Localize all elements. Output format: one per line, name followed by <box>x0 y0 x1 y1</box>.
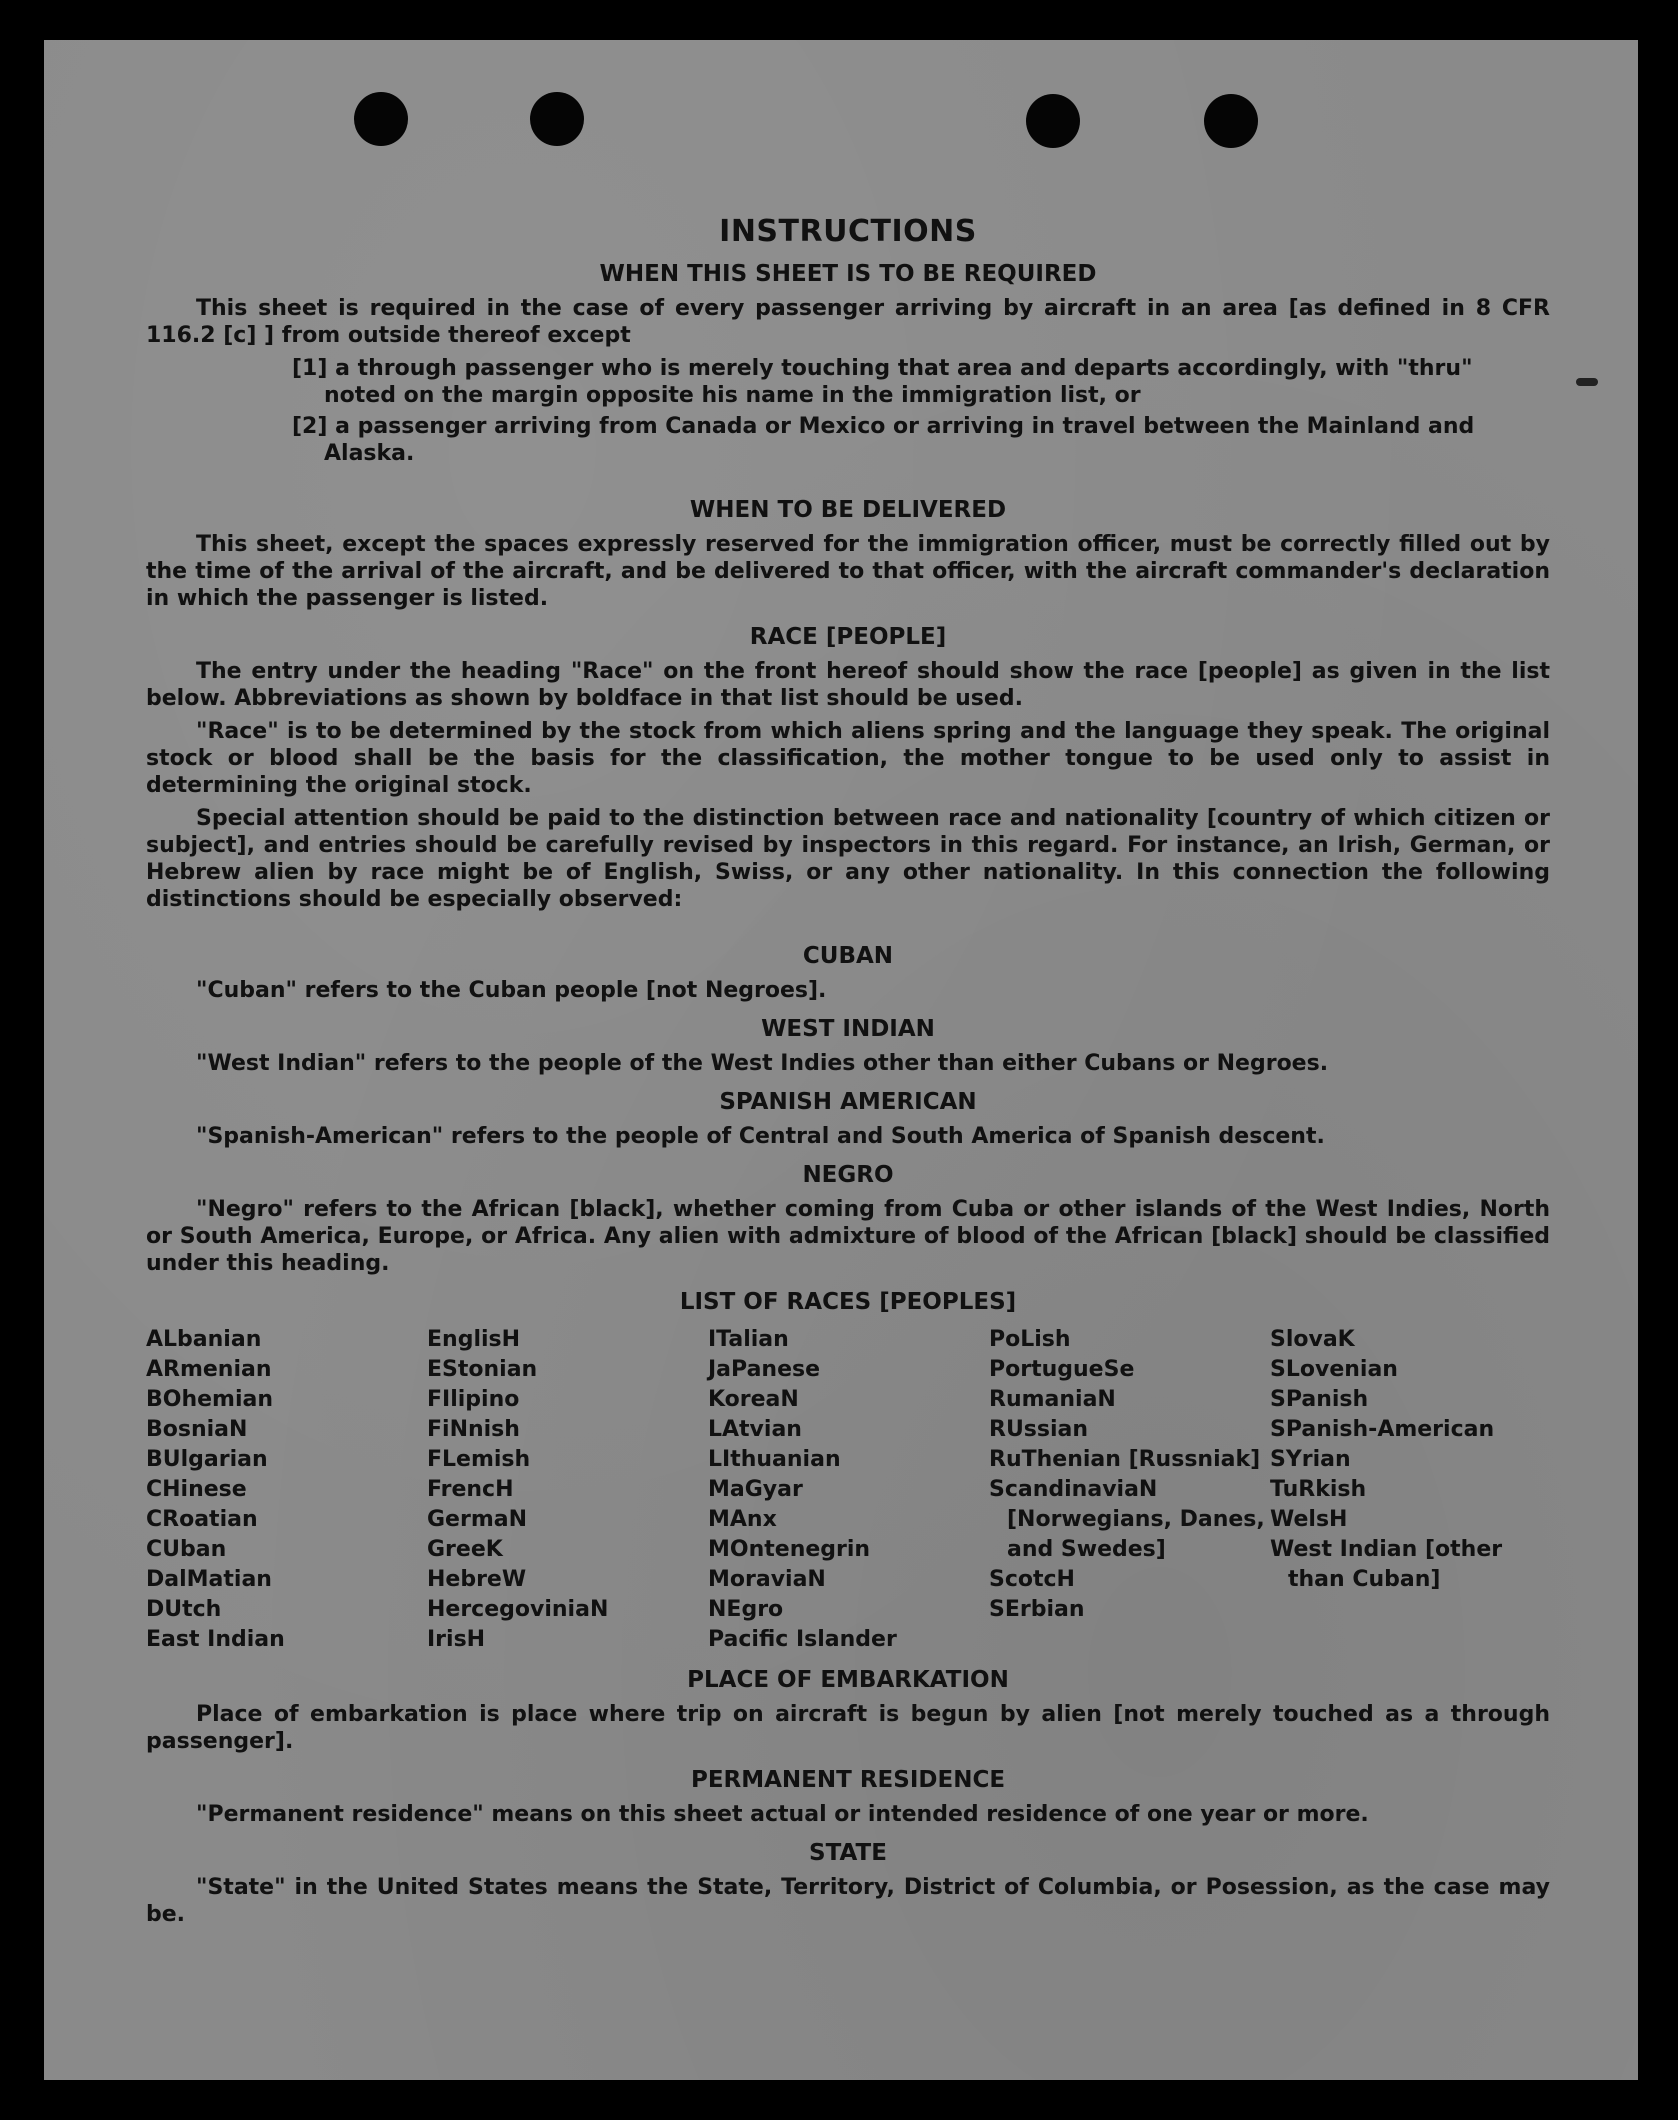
paragraph-cuban: "Cuban" refers to the Cuban people [not Negroes]. <box>196 978 827 1003</box>
heading-cuban: CUBAN <box>802 943 894 969</box>
race-item: CRoatian <box>146 1507 258 1532</box>
heading-spanish-american: SPANISH AMERICAN <box>719 1089 977 1115</box>
race-item: HercegoviniaN <box>427 1597 609 1622</box>
paragraph-race-3: Special attention should be paid to the distinction between race and nationality [country of which citizen or subject], and entries should be carefully revised by inspectors in this regard. For instance, an Irish, German, or Hebrew alien by race might be of English, Swiss, or any other nationality. In this connection the following distinctions should be especially observed: <box>146 806 1550 912</box>
race-item: FrencH <box>427 1477 514 1502</box>
race-column-2 <box>427 1325 707 1655</box>
heading-west-indian: WEST INDIAN <box>761 1016 935 1042</box>
race-item: TuRkish <box>1270 1477 1367 1502</box>
race-item: EnglisH <box>427 1327 521 1352</box>
paragraph-west-indian: "West Indian" refers to the people of the West Indies other than either Cubans or Negroes. <box>196 1051 1329 1076</box>
heading-negro: NEGRO <box>802 1162 894 1188</box>
race-item: ITalian <box>708 1327 789 1352</box>
document-page <box>44 40 1638 2080</box>
page-title: INSTRUCTIONS <box>719 214 977 249</box>
race-item: GreeK <box>427 1537 503 1562</box>
race-item: MoraviaN <box>708 1567 826 1592</box>
race-item: EStonian <box>427 1357 538 1382</box>
race-item: FiNnish <box>427 1417 520 1442</box>
punch-hole <box>1026 94 1080 148</box>
race-item: MOntenegrin <box>708 1537 871 1562</box>
heading-race: RACE [PEOPLE] <box>749 624 947 650</box>
paragraph-when-required: This sheet is required in the case of every passenger arriving by aircraft in an area [as defined in 8 CFR 116.2 [c] ] from outside thereof except <box>146 296 1550 348</box>
paragraph-race-1: The entry under the heading "Race" on the front hereof should show the race [people] as given in the list below. Abbreviations as shown by boldface in that list should be used. <box>146 659 1550 711</box>
paragraph-negro: "Negro" refers to the African [black], whether coming from Cuba or other islands of the West Indies, North or South America, Europe, or Africa. Any alien with admixture of blood of the African [black] should be classified under this heading. <box>146 1197 1550 1276</box>
race-item: East Indian <box>146 1627 285 1652</box>
race-item: JaPanese <box>708 1357 821 1382</box>
heading-when-delivered: WHEN TO BE DELIVERED <box>689 497 1007 523</box>
race-item: ARmenian <box>146 1357 272 1382</box>
race-item: MAnx <box>708 1507 777 1532</box>
paragraph-embarkation: Place of embarkation is place where trip on aircraft is begun by alien [not merely touched as a through passenger]. <box>146 1702 1550 1754</box>
race-item: RuThenian [Russniak] <box>989 1447 1261 1472</box>
heading-embarkation: PLACE OF EMBARKATION <box>687 1667 1009 1693</box>
race-item: SPanish <box>1270 1387 1369 1412</box>
race-item: LAtvian <box>708 1417 802 1442</box>
paragraph-spanish-american: "Spanish-American" refers to the people of Central and South America of Spanish descent. <box>196 1124 1325 1149</box>
race-item: Pacific Islander <box>708 1627 897 1652</box>
race-item: FLemish <box>427 1447 531 1472</box>
punch-hole <box>530 92 584 146</box>
race-item: ScotcH <box>989 1567 1075 1592</box>
race-item: DUtch <box>146 1597 222 1622</box>
punch-hole <box>1204 94 1258 148</box>
race-item: BUlgarian <box>146 1447 268 1472</box>
race-column-1 <box>146 1325 426 1655</box>
race-item: ScandinaviaN [Norwegians, Danes, and Swedes] <box>989 1477 1265 1562</box>
paragraph-when-delivered: This sheet, except the spaces expressly reserved for the immigration officer, must be correctly filled out by the time of the arrival of the aircraft, and be delivered to that officer, with the aircraft commander's declaration in which the passenger is listed. <box>146 532 1550 611</box>
race-item: SLovenian <box>1270 1357 1398 1382</box>
heading-list-of-races: LIST OF RACES [PEOPLES] <box>679 1289 1017 1315</box>
race-item: FIlipino <box>427 1387 520 1412</box>
race-item: BosniaN <box>146 1417 248 1442</box>
race-item: GermaN <box>427 1507 528 1532</box>
race-item: PortugueSe <box>989 1357 1135 1382</box>
race-item: SErbian <box>989 1597 1085 1622</box>
heading-permanent-residence: PERMANENT RESIDENCE <box>690 1767 1006 1793</box>
race-item: HebreW <box>427 1567 527 1592</box>
list-item-2: [2] a passenger arriving from Canada or Mexico or arriving in travel between the Mainland and Alaska. <box>292 414 1475 466</box>
race-column-5 <box>1270 1325 1550 1655</box>
race-column-4 <box>989 1325 1269 1655</box>
paragraph-permanent-residence: "Permanent residence" means on this sheet actual or intended residence of one year or more. <box>196 1802 1369 1827</box>
paragraph-race-2: "Race" is to be determined by the stock from which aliens spring and the language they speak. The original stock or blood shall be the basis for the classification, the mother tongue to be used only to assist in determining the original stock. <box>146 719 1550 798</box>
race-item: RUssian <box>989 1417 1089 1442</box>
race-item: IrisH <box>427 1627 486 1652</box>
race-item: SPanish-American <box>1270 1417 1495 1442</box>
race-item: CUban <box>146 1537 227 1562</box>
list-item-1: [1] a through passenger who is merely touching that area and departs accordingly, with "thru" noted on the margin opposite his name in the immigration list, or <box>292 356 1473 408</box>
heading-state: STATE <box>809 1840 887 1866</box>
race-item: MaGyar <box>708 1477 803 1502</box>
race-item: CHinese <box>146 1477 247 1502</box>
race-item: WelsH <box>1270 1507 1348 1532</box>
race-item: RumaniaN <box>989 1387 1116 1412</box>
race-item: LIthuanian <box>708 1447 841 1472</box>
race-item: BOhemian <box>146 1387 274 1412</box>
race-item: SlovaK <box>1270 1327 1355 1352</box>
heading-when-required: WHEN THIS SHEET IS TO BE REQUIRED <box>599 261 1097 287</box>
race-item: West Indian [other than Cuban] <box>1270 1537 1503 1592</box>
race-column-3 <box>708 1325 988 1655</box>
race-item: ALbanian <box>146 1327 262 1352</box>
race-item: NEgro <box>708 1597 784 1622</box>
paragraph-state: "State" in the United States means the State, Territory, District of Columbia, or Posession, as the case may be. <box>146 1875 1550 1927</box>
punch-hole <box>354 92 408 146</box>
race-list <box>146 1325 1550 1655</box>
edge-mark <box>1576 378 1598 386</box>
race-item: DalMatian <box>146 1567 272 1592</box>
instructions-body <box>146 170 1550 1934</box>
race-item: KoreaN <box>708 1387 799 1412</box>
race-item: SYrian <box>1270 1447 1351 1472</box>
race-item: PoLish <box>989 1327 1071 1352</box>
